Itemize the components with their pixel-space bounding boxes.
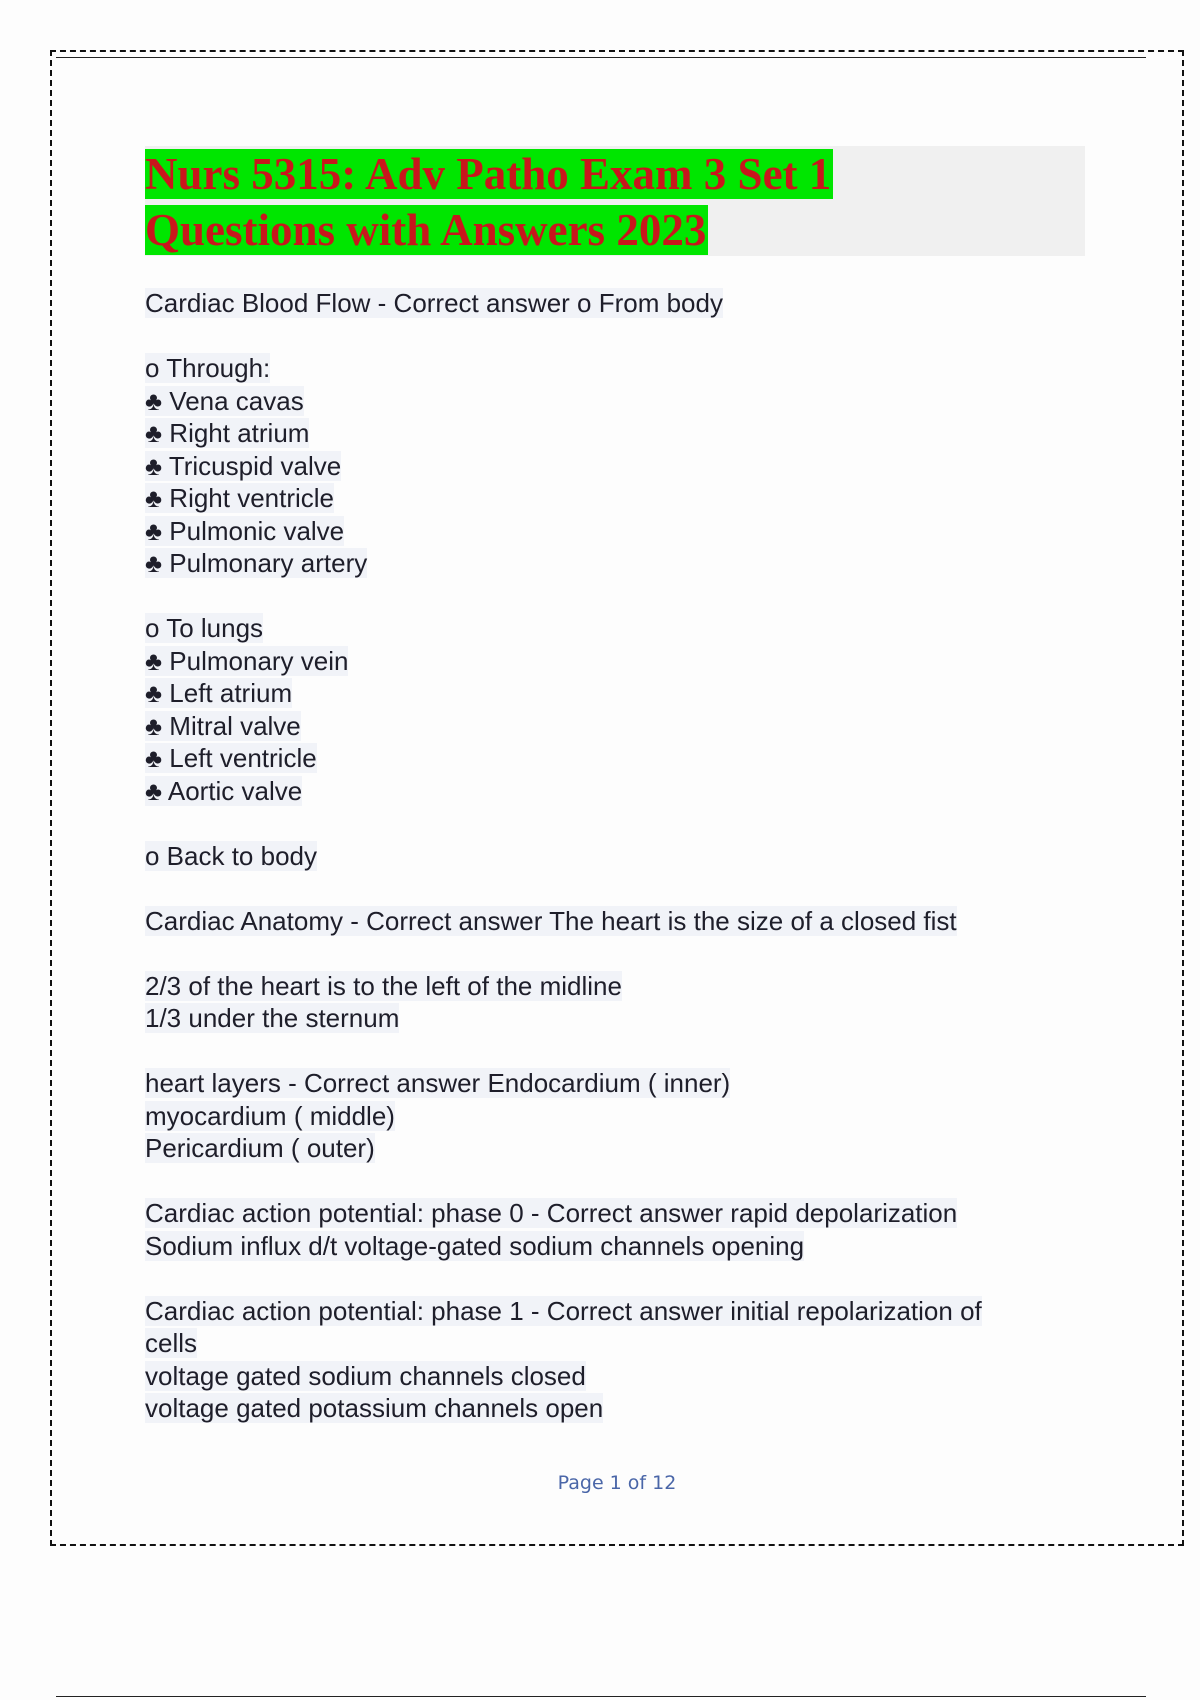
text-line-content: voltage gated sodium channels closed (145, 1360, 586, 1391)
qa-paragraph (145, 1295, 1085, 1425)
text-line-content: o Through: (145, 353, 271, 383)
qa-paragraph (145, 840, 1085, 873)
text-line-content: voltage gated potassium channels open (145, 1393, 604, 1423)
text-line (145, 287, 1085, 320)
text-line (145, 677, 1085, 710)
text-line (145, 482, 1085, 515)
text-line (145, 1230, 1085, 1263)
qa-paragraph (145, 905, 1085, 938)
text-line (145, 515, 1085, 548)
text-line-content: ♣ Right atrium (145, 418, 310, 448)
text-line (145, 1002, 1085, 1035)
text-line (145, 417, 1085, 450)
text-line-content: myocardium ( middle) (145, 1100, 395, 1131)
title-line-1: Nurs 5315: Adv Patho Exam 3 Set 1 (145, 149, 832, 199)
text-line-content: Sodium influx d/t voltage-gated sodium channels opening (145, 1230, 805, 1261)
text-line-content: ♣ Pulmonic valve (145, 515, 345, 546)
text-line-content: ♣ Left ventricle (145, 743, 317, 773)
qa-paragraph (145, 970, 1085, 1035)
text-line (145, 385, 1085, 418)
text-line (145, 1360, 1085, 1393)
text-line (145, 1392, 1085, 1425)
title-line-2: Questions with Answers 2023 (145, 205, 707, 255)
text-line (145, 775, 1085, 808)
qa-paragraph (145, 287, 1085, 320)
text-line (145, 1132, 1085, 1165)
header-rule (56, 57, 1146, 58)
page-number: Page 1 of 12 (557, 1472, 677, 1494)
text-line-content: Cardiac Blood Flow - Correct answer o From body (145, 288, 723, 318)
qa-paragraph (145, 1197, 1085, 1262)
text-line-content: heart layers - Correct answer Endocardium ( inner) (145, 1068, 731, 1098)
text-line (145, 547, 1085, 580)
text-line-content: cells (145, 1328, 198, 1358)
text-line-content: Cardiac action potential: phase 0 - Correct answer rapid depolarization (145, 1198, 958, 1228)
title-block (145, 146, 1085, 256)
text-line-content: ♣ Pulmonary vein (145, 645, 349, 676)
text-line-content: Cardiac action potential: phase 1 - Correct answer initial repolarization of (145, 1295, 982, 1326)
text-line (145, 645, 1085, 678)
text-line (145, 742, 1085, 775)
text-line (145, 970, 1085, 1003)
text-line (145, 1295, 1085, 1328)
text-line-content: o Back to body (145, 840, 317, 871)
document-title (145, 146, 1085, 258)
text-line-content: ♣ Vena cavas (145, 385, 304, 416)
text-line-content: 1/3 under the sternum (145, 1003, 400, 1033)
text-line-content: o To lungs (145, 613, 264, 643)
text-line-content: Pericardium ( outer) (145, 1133, 375, 1163)
text-line (145, 612, 1085, 645)
text-line (145, 1327, 1085, 1360)
text-line (145, 1100, 1085, 1133)
text-line-content: ♣ Pulmonary artery (145, 548, 368, 578)
text-line-content: ♣ Tricuspid valve (145, 450, 342, 481)
text-line (145, 1197, 1085, 1230)
qa-paragraph (145, 1067, 1085, 1165)
text-line-content: ♣ Aortic valve (145, 775, 303, 806)
document-body (145, 287, 1085, 1457)
text-line (145, 840, 1085, 873)
text-line (145, 710, 1085, 743)
qa-paragraph (145, 352, 1085, 580)
text-line (145, 450, 1085, 483)
text-line-content: ♣ Right ventricle (145, 483, 335, 513)
bottom-rule (56, 1696, 1146, 1697)
text-line-content: ♣ Left atrium (145, 678, 293, 708)
text-line-content: 2/3 of the heart is to the left of the midline (145, 970, 622, 1001)
qa-paragraph (145, 612, 1085, 807)
text-line-content: Cardiac Anatomy - Correct answer The heart is the size of a closed fist (145, 905, 957, 936)
text-line (145, 352, 1085, 385)
text-line (145, 905, 1085, 938)
text-line-content: ♣ Mitral valve (145, 710, 301, 741)
text-line (145, 1067, 1085, 1100)
